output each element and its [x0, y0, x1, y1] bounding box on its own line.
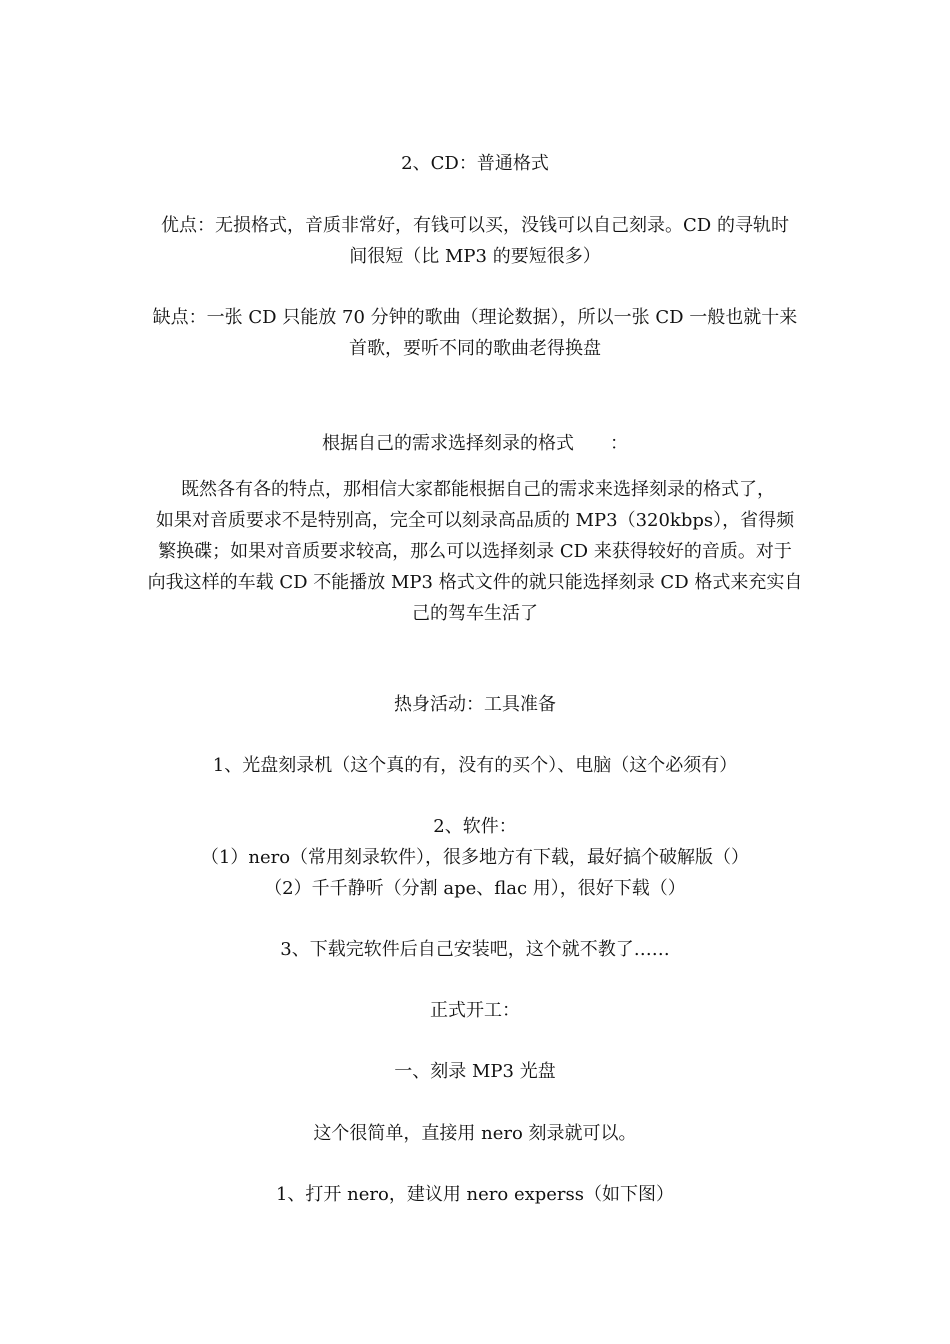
software-item-2: （2）千千静听（分割 ape、flac 用），很好下载（） [264, 878, 686, 899]
choose-paragraph-line-4: 向我这样的车载 CD 不能播放 MP3 格式文件的就只能选择刻录 CD 格式来充实自 [147, 572, 803, 593]
choose-paragraph-line-1: 既然各有各的特点，那相信大家都能根据自己的需求来选择刻录的格式了， [181, 479, 775, 500]
choose-paragraph-line-2: 如果对音质要求不是特别高，完全可以刻录高品质的 MP3（320kbps），省得频 [155, 510, 795, 531]
choose-format-heading: 根据自己的需求选择刻录的格式 ： [322, 433, 628, 454]
cd-format-heading: 2、CD：普通格式 [401, 153, 549, 174]
section-1-intro: 这个很简单，直接用 nero 刻录就可以。 [313, 1123, 637, 1144]
cd-cons-line-1: 缺点：一张 CD 只能放 70 分钟的歌曲（理论数据），所以一张 CD 一般也就十来 [152, 307, 798, 328]
tool-item-2: 2、软件： [433, 816, 517, 837]
step-1: 1、打开 nero，建议用 nero experss（如下图） [275, 1184, 675, 1205]
tool-item-3: 3、下载完软件后自己安装吧，这个就不教了…… [280, 939, 670, 960]
section-1-heading: 一、刻录 MP3 光盘 [394, 1061, 556, 1082]
cd-cons-line-2: 首歌，要听不同的歌曲老得换盘 [349, 338, 601, 359]
choose-paragraph-line-5: 己的驾车生活了 [412, 603, 538, 624]
warmup-heading: 热身活动：工具准备 [394, 694, 556, 715]
choose-paragraph-line-3: 繁换碟；如果对音质要求较高，那么可以选择刻录 CD 来获得较好的音质。对于 [158, 541, 792, 562]
tool-item-1: 1、光盘刻录机（这个真的有，没有的买个）、电脑（这个必须有） [212, 755, 738, 776]
software-item-1: （1）nero（常用刻录软件），很多地方有下载，最好搞个破解版（） [200, 847, 750, 868]
start-heading: 正式开工： [430, 1000, 520, 1021]
cd-pros-line-1: 优点：无损格式，音质非常好，有钱可以买，没钱可以自己刻录。CD 的寻轨时 [161, 215, 789, 236]
cd-pros-line-2: 间很短（比 MP3 的要短很多） [349, 246, 601, 267]
